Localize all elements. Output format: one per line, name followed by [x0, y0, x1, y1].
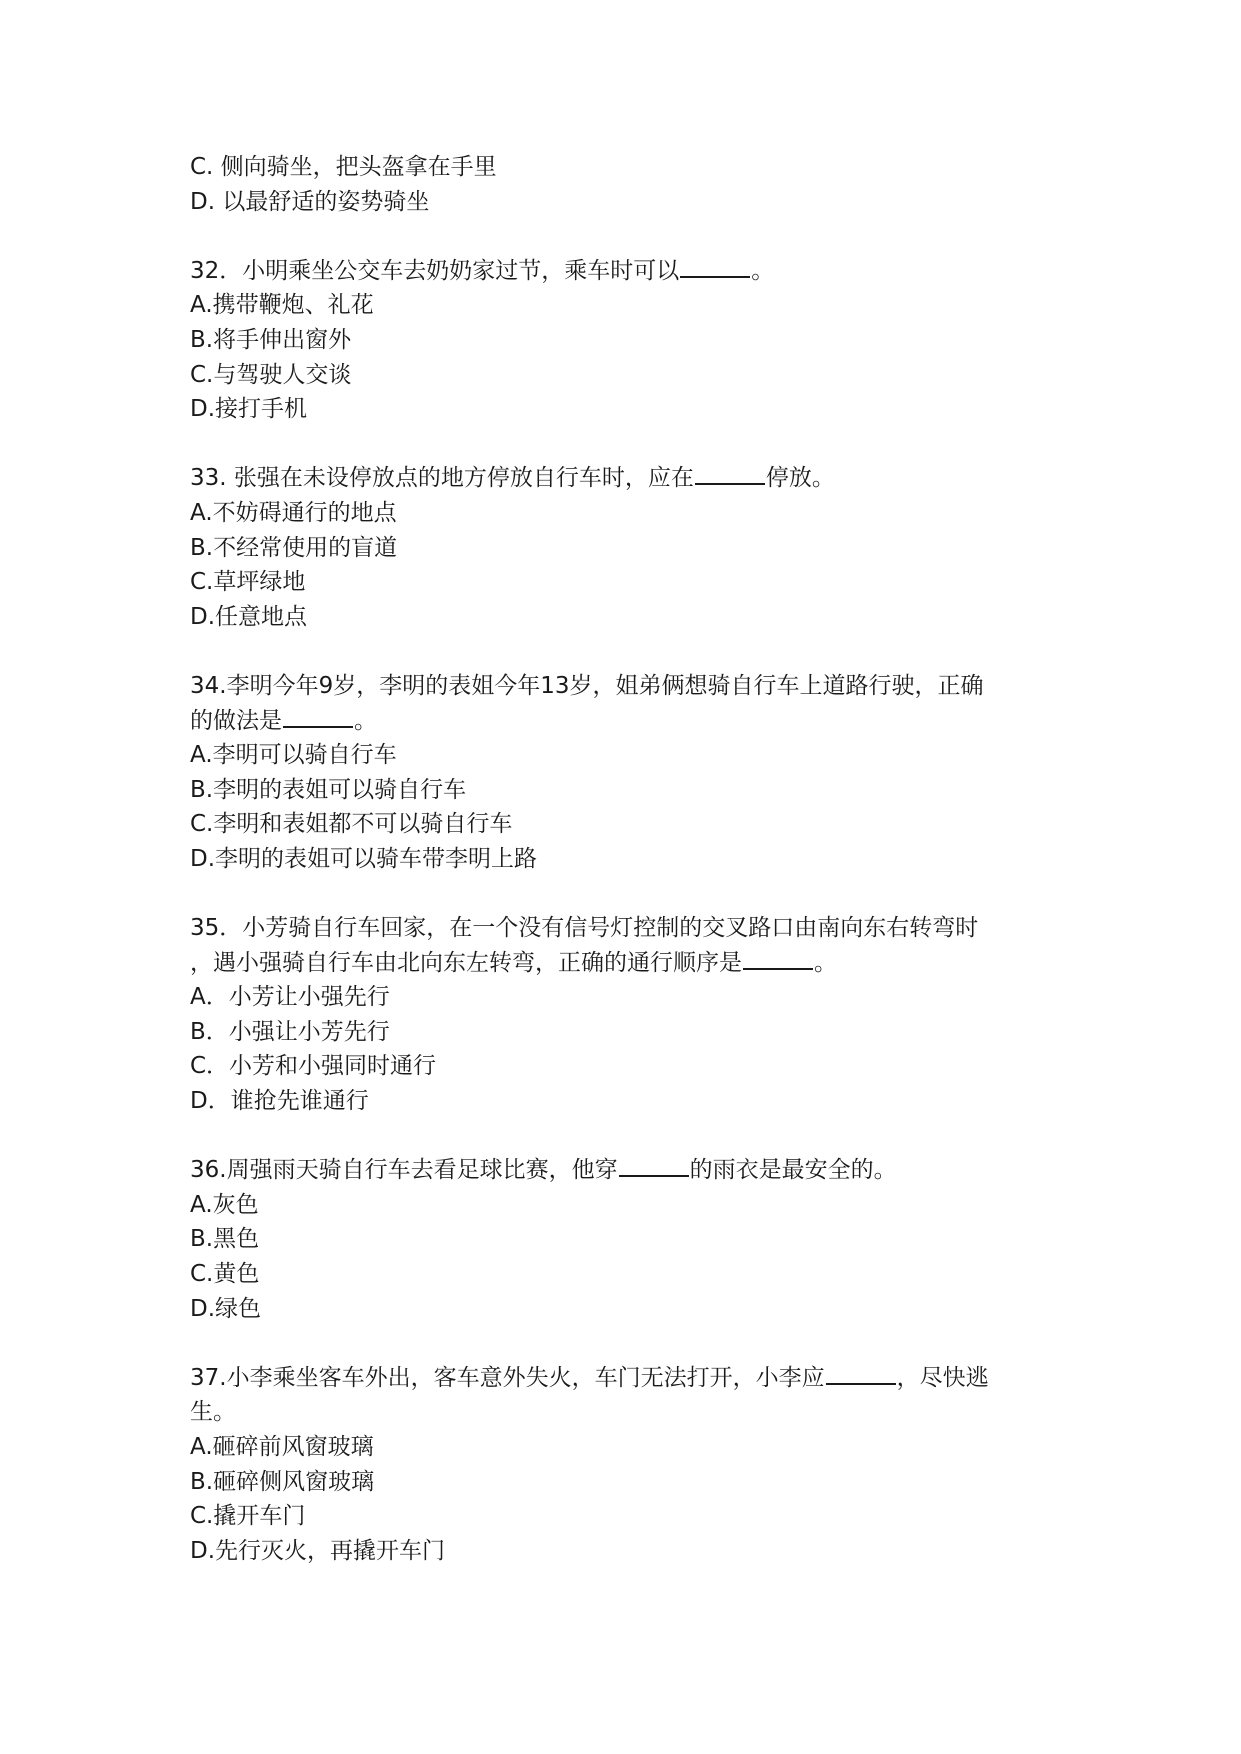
option-c: C. 侧向骑坐，把头盔拿在手里 — [190, 154, 497, 180]
option-d: D.先行灭火，再撬开车门 — [190, 1537, 446, 1564]
option-d: D.接打手机 — [190, 396, 308, 423]
answer-blank — [826, 1361, 896, 1385]
option-a: A.李明可以骑自行车 — [190, 742, 397, 769]
option-c: C.李明和表姐都不可以骑自行车 — [190, 811, 513, 838]
question-text-cont: ，遇小强骑自行车由北向东左转弯，正确的通行顺序是 。 — [190, 946, 1060, 981]
option-d: D.任意地点 — [190, 603, 308, 630]
question-32 — [190, 254, 1060, 427]
answer-blank — [695, 461, 765, 485]
question-text: 36.周强雨天骑自行车去看足球比赛，他穿 的雨衣是最安全的。 — [190, 1153, 1060, 1188]
option-d: D. 以最舒适的姿势骑坐 — [190, 188, 430, 215]
option-d: D.绿色 — [190, 1295, 262, 1322]
question-37 — [190, 1361, 1060, 1569]
option-a: A.砸碎前风窗玻璃 — [190, 1433, 374, 1460]
question-text: 37.小李乘坐客车外出，客车意外失火，车门无法打开，小李应 ，尽快逃 — [190, 1361, 1060, 1396]
question-text-cont: 的做法是 。 — [190, 704, 1060, 739]
answer-blank — [619, 1153, 689, 1177]
option-b: B．小强让小芳先行 — [190, 1018, 390, 1045]
question-text: 35．小芳骑自行车回家，在一个没有信号灯控制的交叉路口由南向东右转弯时 — [190, 915, 979, 942]
question-34 — [190, 669, 1060, 877]
option-a: A．小芳让小强先行 — [190, 984, 390, 1011]
option-b: B.不经常使用的盲道 — [190, 534, 398, 561]
question-text: 33. 张强在未设停放点的地方停放自行车时，应在 停放。 — [190, 461, 1060, 496]
option-d: D．谁抢先谁通行 — [190, 1088, 369, 1115]
quiz-page — [190, 150, 1060, 1568]
option-b: B.黑色 — [190, 1226, 260, 1253]
option-b: B.李明的表姐可以骑自行车 — [190, 776, 467, 803]
option-d: D.李明的表姐可以骑车带李明上路 — [190, 845, 538, 872]
option-c: C.撬开车门 — [190, 1503, 306, 1530]
question-text: 32．小明乘坐公交车去奶奶家过节，乘车时可以 。 — [190, 254, 1060, 289]
answer-blank — [283, 704, 353, 728]
question-36 — [190, 1153, 1060, 1326]
question-text: 34.李明今年9岁，李明的表姐今年13岁，姐弟俩想骑自行车上道路行驶，正确 — [190, 672, 984, 699]
block-prev-options — [190, 150, 1060, 219]
option-a: A.携带鞭炮、礼花 — [190, 292, 374, 319]
option-c: C.草坪绿地 — [190, 569, 306, 596]
answer-blank — [680, 254, 750, 278]
option-b: B.砸碎侧风窗玻璃 — [190, 1468, 375, 1495]
question-35 — [190, 911, 1060, 1119]
option-c: C.与驾驶人交谈 — [190, 361, 352, 388]
option-c: C．小芳和小强同时通行 — [190, 1053, 437, 1080]
option-b: B.将手伸出窗外 — [190, 326, 352, 353]
question-text-cont: 生。 — [190, 1399, 236, 1426]
option-a: A.灰色 — [190, 1191, 259, 1218]
option-a: A.不妨碍通行的地点 — [190, 499, 397, 526]
question-33 — [190, 461, 1060, 634]
answer-blank — [743, 946, 813, 970]
option-c: C.黄色 — [190, 1261, 260, 1287]
